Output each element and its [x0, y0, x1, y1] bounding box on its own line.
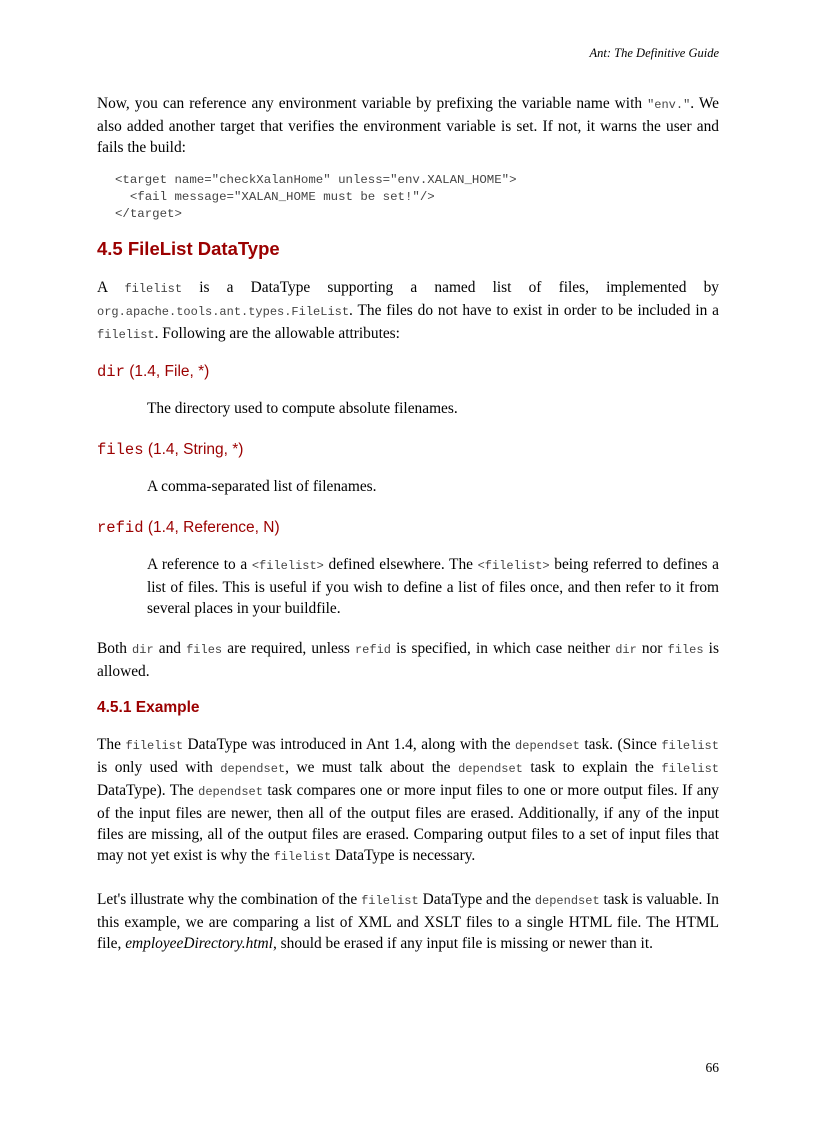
intro-paragraph: Now, you can reference any environment variable by prefixing the variable name with "env.". We also added another target that verifies the environment variable is set. If not, it warns the user and fails the build:	[97, 95, 719, 156]
inline-code: "env."	[647, 98, 691, 112]
attribute-desc-refid: A reference to a <filelist> defined elsewhere. The <filelist> being referred to defines a list of files. This is useful if you wish to define a list of files once, and then refer to it from several places in your buildfile.	[147, 556, 719, 618]
page-number: 66	[705, 1060, 719, 1075]
example-paragraph-2: Let's illustrate why the combination of the filelist DataType and the dependset task is valuable. In this example, we are comparing a list of XML and XSLT files to a single HTML file. The HTML file, employeeDirectory.html, should be erased if any input file is missing or newer than it.	[97, 891, 719, 953]
attribute-heading-dir: dir (1.4, File, *)	[97, 363, 210, 382]
code-block	[115, 172, 719, 222]
page-body	[97, 93, 719, 954]
attribute-heading-files: files (1.4, String, *)	[97, 441, 244, 460]
requirements-paragraph: Both dir and files are required, unless refid is specified, in which case neither dir nor files is allowed.	[97, 640, 719, 681]
code-line: </target>	[115, 206, 182, 221]
attribute-desc-dir: The directory used to compute absolute filenames.	[147, 400, 458, 418]
attribute-desc-files: A comma-separated list of filenames.	[147, 478, 377, 496]
section-heading: 4.5 FileList DataType	[97, 238, 280, 260]
running-header: Ant: The Definitive Guide	[589, 46, 719, 60]
code-line: <fail message="XALAN_HOME must be set!"/>	[115, 189, 435, 204]
example-paragraph-1: The filelist DataType was introduced in Ant 1.4, along with the dependset task. (Since filelist is only used with dependset, we must talk about the dependset task to explain the filelist DataType). The dependset task compares one or more input files to one or more output files. If any of the input files are newer, then all of the output files are erased. Additionally, if any of the input files are missing, all of the output files are erased. Comparing output files to a set of input files that may not yet exist is why the filelist DataType is necessary.	[97, 736, 719, 865]
attribute-heading-refid: refid (1.4, Reference, N)	[97, 519, 280, 538]
subsection-heading: 4.5.1 Example	[97, 699, 200, 717]
section-intro-paragraph: A filelist is a DataType supporting a named list of files, implemented by org.apache.tools.ant.types.FileList. The files do not have to exist in order to be included in a filelist. Following are the allowable attributes:	[97, 279, 719, 343]
code-line: <target name="checkXalanHome" unless="env.XALAN_HOME">	[115, 173, 517, 187]
